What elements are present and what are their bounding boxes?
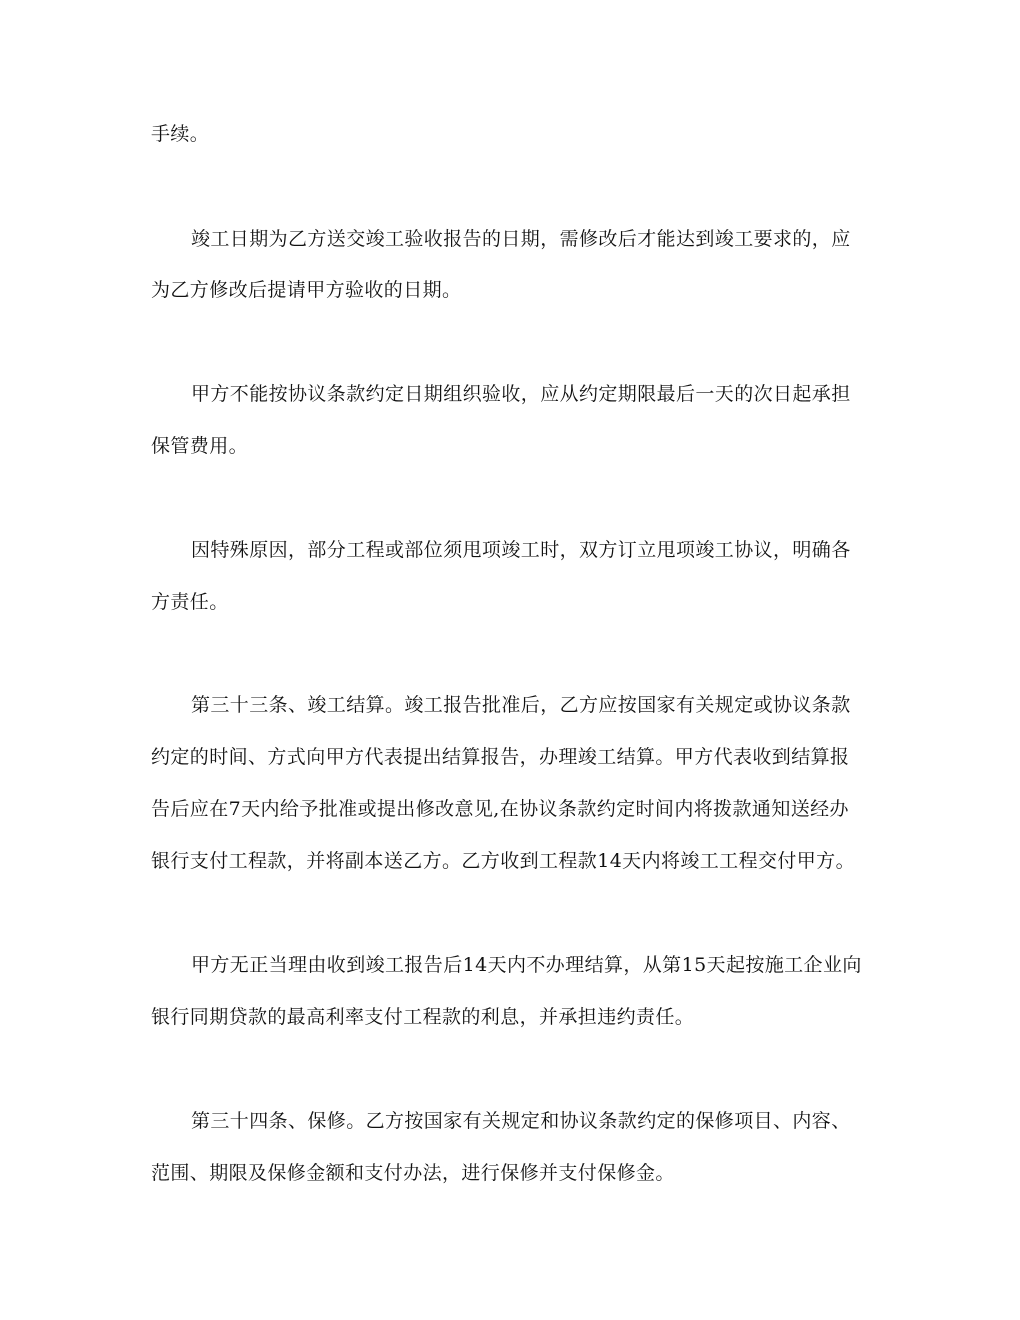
text-line: 银行同期贷款的最高利率支付工程款的利息，并承担违约责任。 — [151, 1006, 695, 1028]
text-line: 因特殊原因，部分工程或部位须甩项竣工时，双方订立甩项竣工协议，明确各 — [191, 539, 851, 561]
text-line: 范围、期限及保修金额和支付办法，进行保修并支付保修金。 — [151, 1162, 675, 1184]
text-line: 第三十三条、竣工结算。竣工报告批准后，乙方应按国家有关规定或协议条款 — [191, 694, 851, 716]
text-line: 银行支付工程款，并将副本送乙方。乙方收到工程款14天内将竣工工程交付甲方。 — [151, 850, 855, 872]
text-line: 告后应在7天内给予批准或提出修改意见,在协议条款约定时间内将拨款通知送经办 — [151, 798, 849, 820]
text-line: 甲方不能按协议条款约定日期组织验收，应从约定期限最后一天的次日起承担 — [191, 383, 851, 405]
text-line: 保管费用。 — [151, 435, 249, 457]
text-line: 甲方无正当理由收到竣工报告后14天内不办理结算，从第15天起按施工企业向 — [191, 954, 862, 976]
text-line: 约定的时间、方式向甲方代表提出结算报告，办理竣工结算。甲方代表收到结算报 — [151, 746, 850, 768]
text-line: 竣工日期为乙方送交竣工验收报告的日期，需修改后才能达到竣工要求的，应 — [191, 228, 851, 250]
text-line: 为乙方修改后提请甲方验收的日期。 — [151, 279, 462, 301]
text-line: 方责任。 — [151, 591, 229, 613]
text-line: 第三十四条、保修。乙方按国家有关规定和协议条款约定的保修项目、内容、 — [191, 1110, 851, 1132]
text-line: 手续。 — [151, 123, 210, 145]
